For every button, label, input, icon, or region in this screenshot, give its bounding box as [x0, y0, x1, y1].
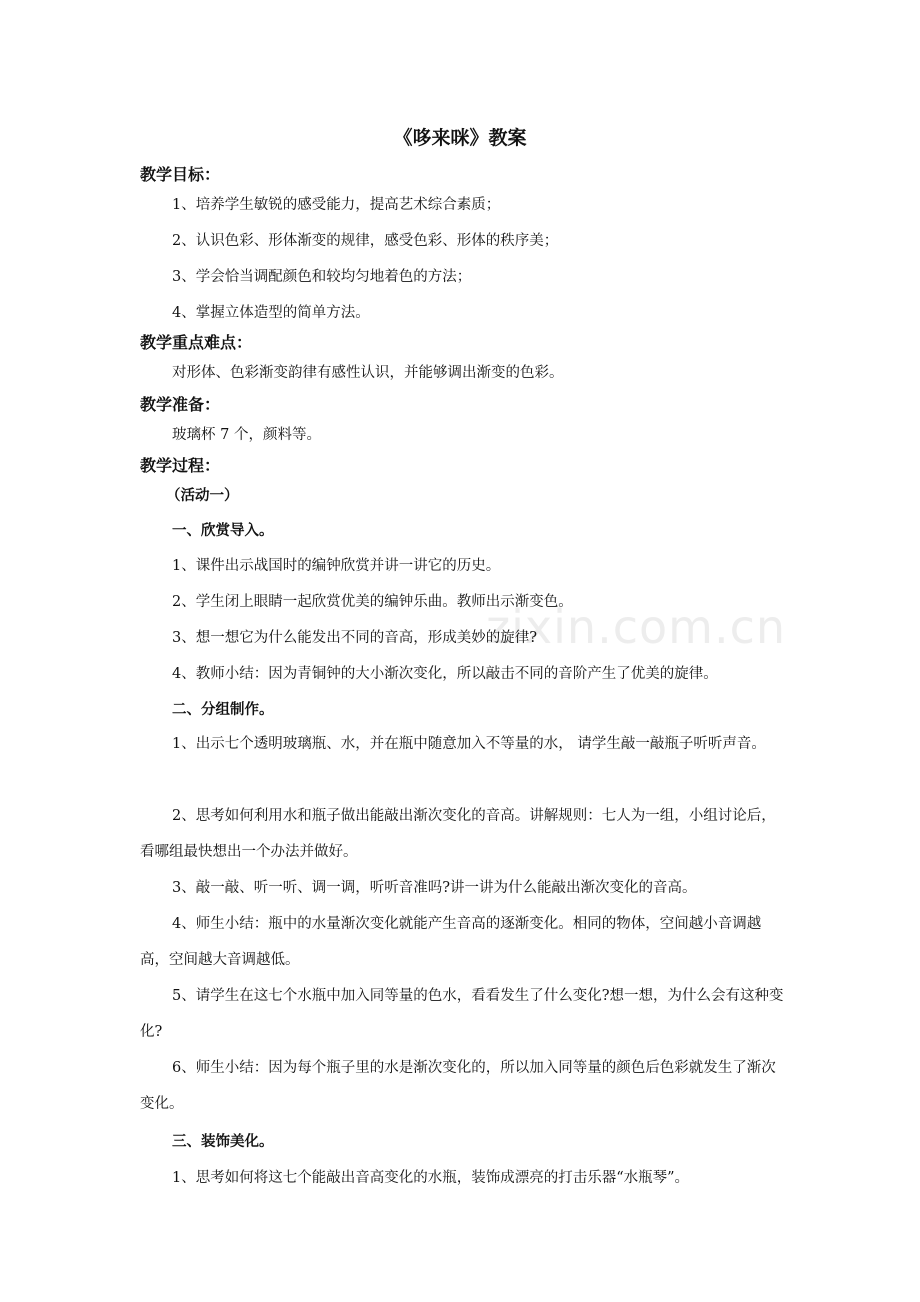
objective-item: 1、培养学生敏锐的感受能力，提高艺术综合素质； — [172, 197, 501, 213]
objective-item: 4、掌握立体造型的简单方法。 — [172, 305, 370, 321]
section2-item: 1、出示七个透明玻璃瓶、水，并在瓶中随意加入不等量的水， 请学生敲一敲瓶子听听声音。 — [172, 736, 766, 752]
preparation-heading: 教学准备： — [140, 395, 221, 414]
objectives-heading: 教学目标： — [140, 165, 221, 184]
section2-item: 4、师生小结：瓶中的水量渐次变化就能产生音高的逐渐变化。相同的物体，空间越小音调越高，空间越大音调越低。 — [140, 916, 762, 968]
key-points-heading: 教学重点难点： — [140, 333, 253, 352]
section2-item: 2、思考如何利用水和瓶子做出能敲出渐次变化的音高。讲解规则：七人为一组，小组讨论后，看哪组最快想出一个办法并做好。 — [140, 808, 776, 860]
section1-item: 2、学生闭上眼睛一起欣赏优美的编钟乐曲。教师出示渐变色。 — [172, 594, 573, 610]
preparation-text: 玻璃杯 7 个，颜料等。 — [172, 427, 321, 443]
process-heading: 教学过程： — [140, 456, 221, 475]
section2-item: 3、敲一敲、听一听、调一调，听听音准吗?讲一讲为什么能敲出渐次变化的音高。 — [172, 880, 697, 896]
section3-item: 1、思考如何将这七个能敲出音高变化的水瓶，装饰成漂亮的打击乐器“水瓶琴”。 — [172, 1170, 690, 1186]
objective-item: 2、认识色彩、形体渐变的规律，感受色彩、形体的秩序美； — [172, 233, 559, 249]
objective-item: 3、学会恰当调配颜色和较均匀地着色的方法； — [172, 269, 472, 285]
document-title: 《哆来咪》教案 — [393, 127, 527, 149]
activity-label: （活动一） — [166, 488, 239, 504]
section2-item: 5、请学生在这七个水瓶中加入同等量的色水，看看发生了什么变化?想一想，为什么会有这种变化? — [140, 988, 784, 1040]
section1-item: 1、课件出示战国时的编钟欣赏并讲一讲它的历史。 — [172, 558, 501, 574]
section2-heading: 二、分组制作。 — [172, 702, 274, 718]
section2-item: 6、师生小结：因为每个瓶子里的水是渐次变化的，所以加入同等量的颜色后色彩就发生了渐次变化。 — [140, 1060, 776, 1112]
section1-heading: 一、欣赏导入。 — [172, 523, 274, 539]
key-points-text: 对形体、色彩渐变韵律有感性认识，并能够调出渐变的色彩。 — [172, 365, 564, 381]
watermark: zixin.com.cn — [486, 600, 787, 654]
section1-item: 4、教师小结：因为青铜钟的大小渐次变化，所以敲击不同的音阶产生了优美的旋律。 — [172, 666, 718, 682]
section1-item: 3、想一想它为什么能发出不同的音高，形成美妙的旋律? — [172, 630, 537, 646]
section3-heading: 三、装饰美化。 — [172, 1134, 274, 1150]
